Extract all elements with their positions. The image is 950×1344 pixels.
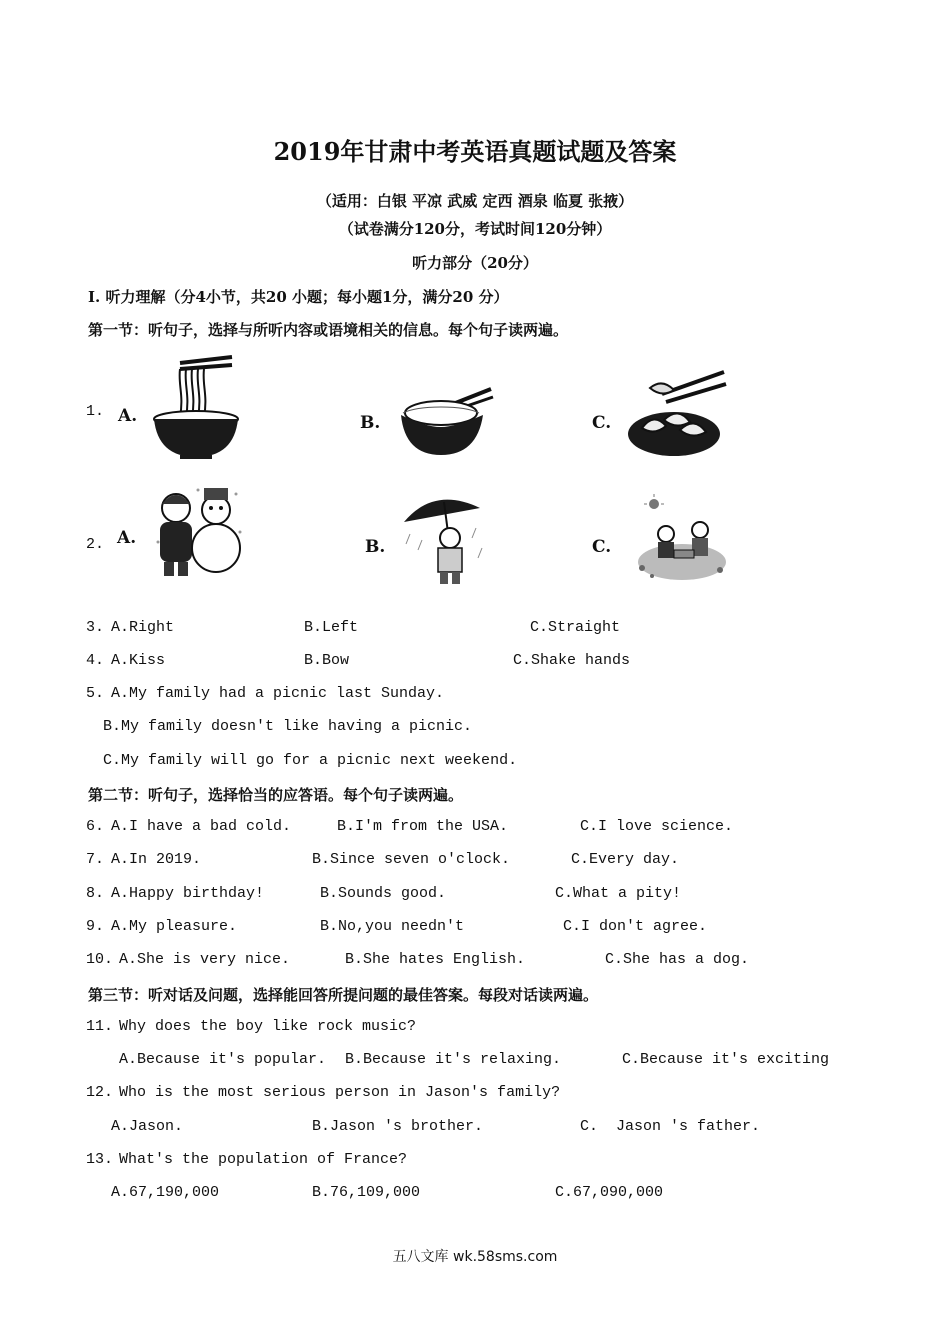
- option-a: A.Happy birthday!: [111, 885, 265, 902]
- option-c: C.What a pity!: [555, 885, 682, 902]
- question-number: 3.: [86, 619, 105, 636]
- question-number: 8.: [86, 885, 105, 902]
- page-title: 2019年甘肃中考英语真题试题及答案: [273, 137, 677, 166]
- option-b: B.My family doesn't like having a picnic.: [103, 718, 473, 735]
- section1-heading: 第一节：听句子，选择与所听内容或语境相关的信息。每个句子读两遍。: [88, 321, 569, 339]
- option-label: C.: [592, 413, 612, 433]
- option-a: A.My family had a picnic last Sunday.: [111, 685, 445, 702]
- question-number: 5.: [86, 685, 105, 702]
- question-number: 7.: [86, 851, 105, 868]
- section-heading: I. 听力理解（分4小节，共20 小题；每小题1分，满分20 分）: [88, 288, 509, 306]
- option-b: B.Left: [304, 619, 359, 636]
- option-b: B.She hates English.: [345, 951, 526, 968]
- picnic-kids-icon: [632, 494, 730, 584]
- option-c: C.I don't agree.: [563, 918, 708, 935]
- option-c: C.Straight: [530, 619, 621, 636]
- option-b: B.Since seven o'clock.: [312, 851, 511, 868]
- option-label: B.: [360, 413, 381, 433]
- option-a: A.Right: [111, 619, 175, 636]
- option-b: B.Bow: [304, 652, 350, 669]
- option-b: B.Because it's relaxing.: [345, 1051, 562, 1068]
- option-c: C.I love science.: [580, 818, 734, 835]
- option-label: B.: [365, 537, 386, 557]
- dumplings-plate-icon: [626, 368, 730, 460]
- option-label: C.: [592, 537, 612, 557]
- umbrella-rain-icon: [398, 488, 490, 588]
- part-title: 听力部分（20分）: [412, 254, 538, 272]
- option-c: C.67,090,000: [555, 1184, 664, 1201]
- option-c: C. Jason 's father.: [580, 1118, 761, 1135]
- option-b: B.76,109,000: [312, 1184, 421, 1201]
- option-a: A.67,190,000: [111, 1184, 220, 1201]
- option-c: C.Shake hands: [513, 652, 631, 669]
- option-a: A.Kiss: [111, 652, 166, 669]
- noodles-bowl-icon: [150, 355, 242, 461]
- question-number: 12.: [86, 1084, 114, 1101]
- question-number: 10.: [86, 951, 114, 968]
- footer-watermark: 五八文库 wk.58sms.com: [392, 1249, 558, 1265]
- question-number: 9.: [86, 918, 105, 935]
- option-a: A.Because it's popular.: [119, 1051, 327, 1068]
- option-c: C.My family will go for a picnic next weekend.: [103, 752, 518, 769]
- option-a: A.She is very nice.: [119, 951, 291, 968]
- rice-bowl-icon: [395, 385, 495, 461]
- exam-info: （试卷满分120分，考试时间120分钟）: [338, 220, 612, 238]
- option-a: A.I have a bad cold.: [111, 818, 292, 835]
- section2-heading: 第二节：听句子，选择恰当的应答语。每个句子读两遍。: [88, 786, 464, 804]
- question-number: 11.: [86, 1018, 114, 1035]
- option-a: A.In 2019.: [111, 851, 202, 868]
- option-b: B.Sounds good.: [320, 885, 447, 902]
- option-label: A.: [118, 406, 138, 426]
- question-number: 1.: [86, 403, 105, 420]
- question-text: What's the population of France?: [119, 1151, 408, 1168]
- option-b: B.No,you needn't: [320, 918, 465, 935]
- option-c: C.She has a dog.: [605, 951, 750, 968]
- scope-note: （适用：白银 平凉 武威 定西 酒泉 临夏 张掖）: [316, 192, 634, 210]
- option-a: A.My pleasure.: [111, 918, 238, 935]
- option-c: C.Every day.: [571, 851, 680, 868]
- snowman-winter-icon: [152, 482, 244, 580]
- option-label: A.: [117, 528, 137, 548]
- option-b: B.Jason 's brother.: [312, 1118, 484, 1135]
- question-text: Who is the most serious person in Jason's family?: [119, 1084, 561, 1101]
- section3-heading: 第三节：听对话及问题，选择能回答所提问题的最佳答案。每段对话读两遍。: [88, 986, 599, 1004]
- option-c: C.Because it's exciting: [622, 1051, 830, 1068]
- question-number: 4.: [86, 652, 105, 669]
- option-a: A.Jason.: [111, 1118, 184, 1135]
- question-number: 6.: [86, 818, 105, 835]
- question-number: 13.: [86, 1151, 114, 1168]
- question-text: Why does the boy like rock music?: [119, 1018, 417, 1035]
- question-number: 2.: [86, 536, 105, 553]
- option-b: B.I'm from the USA.: [337, 818, 509, 835]
